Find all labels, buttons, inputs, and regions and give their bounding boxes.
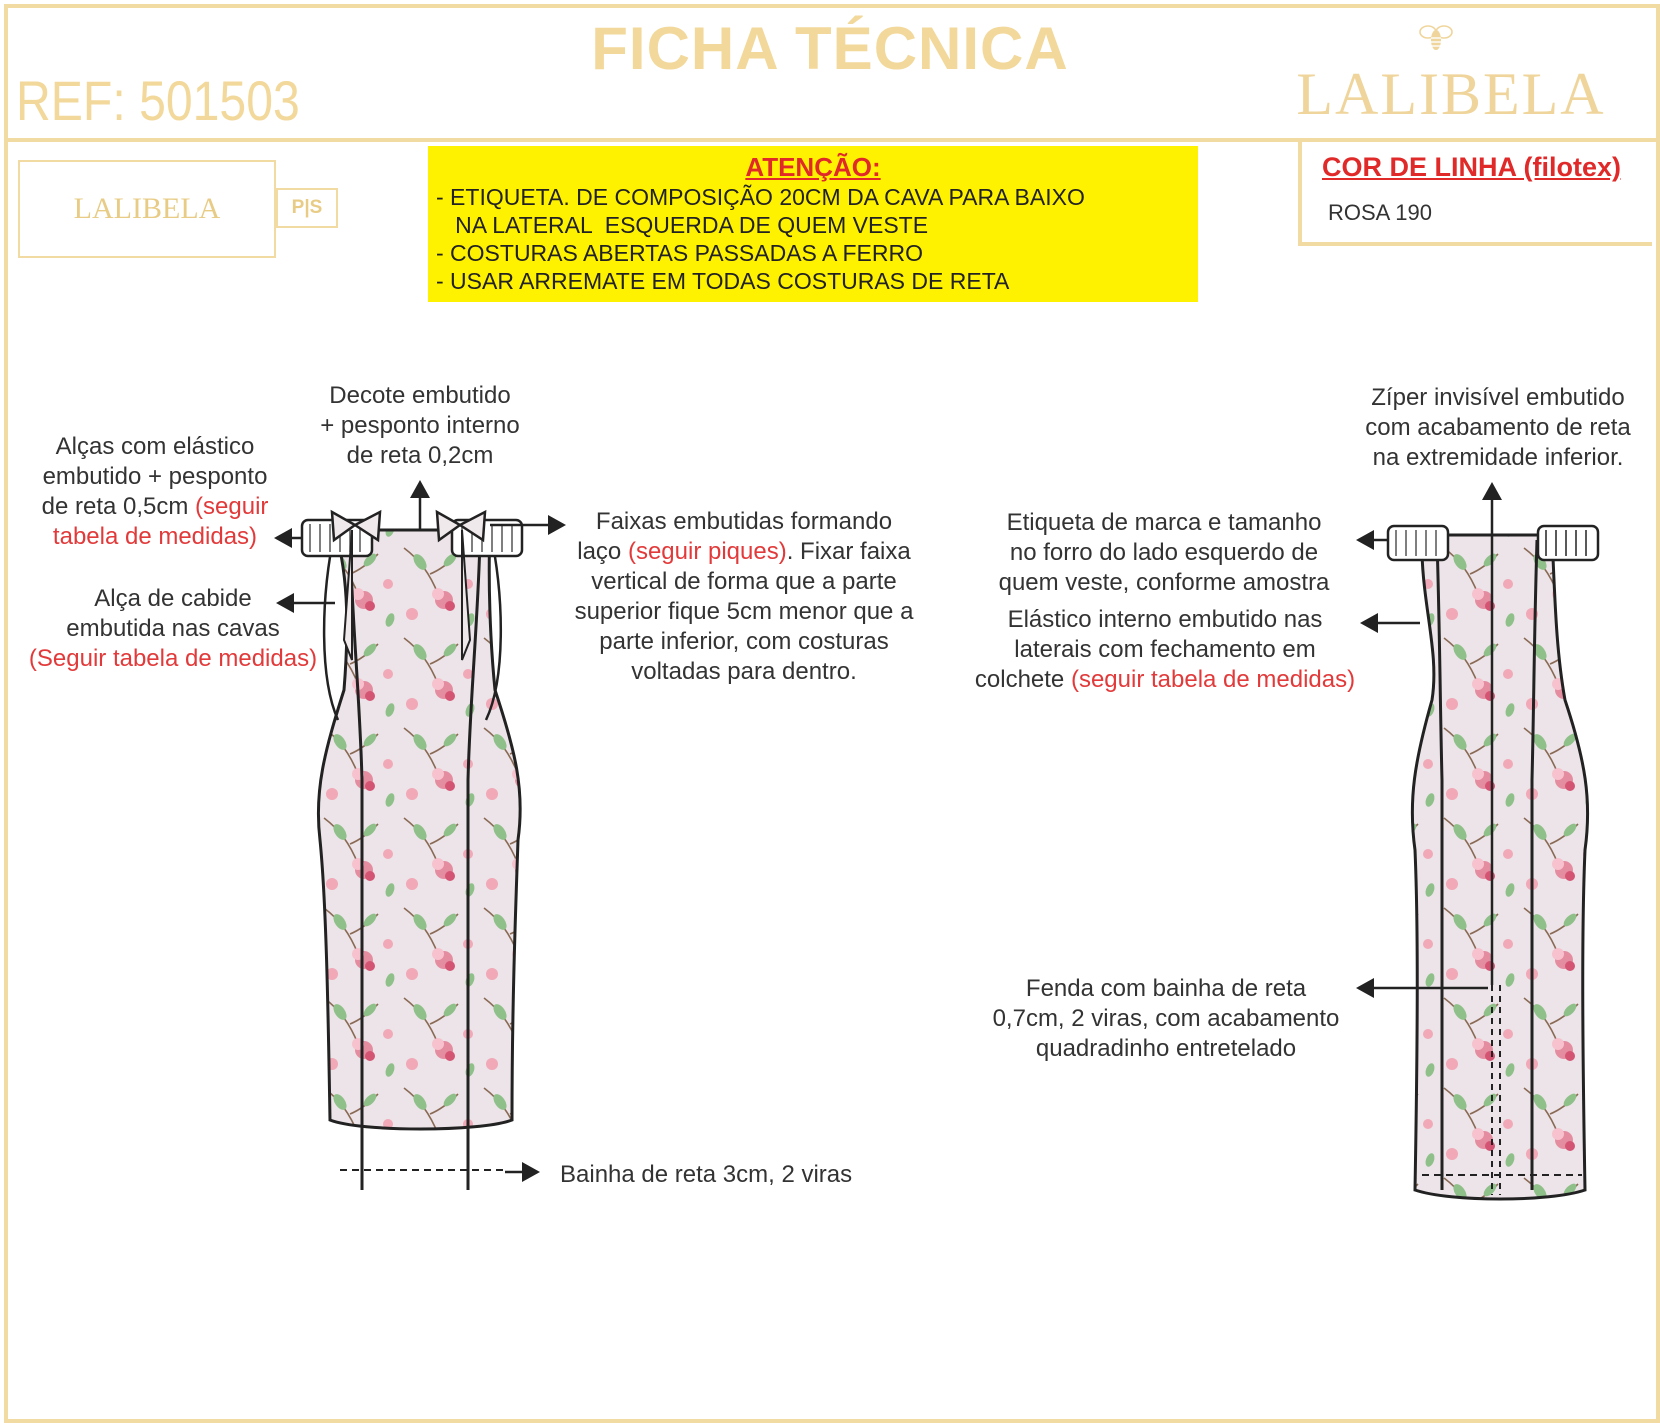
attention-line: NA LATERAL ESQUERDA DE QUEM VESTE: [436, 212, 929, 238]
size-label: P|S: [276, 188, 338, 228]
note-neckline: Decote embutido + pesponto interno de reta 0,2cm: [320, 382, 520, 469]
note-elastic: [948, 605, 1382, 695]
attention-line: - ETIQUETA. DE COMPOSIÇÃO 20CM DA CAVA PARA BAIXO: [436, 184, 1085, 210]
note-zipper: Zíper invisível embutido com acabamento de reta na extremidade inferior.: [1365, 384, 1631, 471]
note-slit: Fenda com bainha de reta 0,7cm, 2 viras, com acabamento quadradinho entretelado: [992, 975, 1340, 1062]
note-hanger-red: (Seguir tabela de medidas): [28, 645, 318, 672]
attention-line: - COSTURAS ABERTAS PASSADAS A FERRO: [436, 240, 923, 266]
thread-color-title: COR DE LINHA (filotex): [1322, 152, 1621, 182]
note-sashes-text: Faixas embutidas formando: [595, 508, 893, 535]
brand-logo: LALIBELA: [1296, 61, 1606, 127]
note-elastic-text: Elástico interno embutido nas laterais com fechamento em: [1007, 606, 1323, 663]
page-title: FICHA TÉCNICA: [591, 15, 1069, 82]
note-sashes-text-2: laço: [577, 538, 628, 565]
note-hanger-loop: [6, 584, 340, 674]
note-straps: [18, 432, 292, 552]
note-hem: Bainha de reta 3cm, 2 viras: [560, 1161, 853, 1188]
note-elastic-text-2: colchete: [974, 666, 1071, 693]
label-brand-text: LALIBELA: [73, 192, 221, 225]
note-elastic-red: (seguir tabela de medidas): [1070, 666, 1356, 693]
attention-title: ATENÇÃO:: [745, 152, 881, 182]
reference-code: REF: 501503: [16, 69, 300, 132]
back-view-drawing: [1388, 526, 1598, 1199]
note-straps-red-2: tabela de medidas): [52, 523, 258, 550]
note-sashes-text-3: . Fixar faixa: [786, 538, 911, 565]
note-hanger-text: Alça de cabide embutida nas cavas: [66, 585, 280, 642]
note-straps-red: (seguir: [195, 493, 269, 520]
note-straps-text: Alças com elástico embutido + pesponto de reta 0,5cm: [41, 433, 268, 520]
note-sashes-red: (seguir piques): [627, 538, 787, 565]
note-brand-tag: Etiqueta de marca e tamanho no forro do lado esquerdo de quem veste, conforme amostra: [998, 509, 1330, 596]
note-sashes: [548, 507, 940, 687]
thread-color-value: ROSA 190: [1328, 200, 1432, 225]
attention-line: - USAR ARREMATE EM TODAS COSTURAS DE RETA: [436, 268, 1010, 294]
note-sashes-text-4: vertical de forma que a parte superior fique 5cm menor que a parte inferior, com costuras voltadas para dentro.: [574, 568, 914, 685]
